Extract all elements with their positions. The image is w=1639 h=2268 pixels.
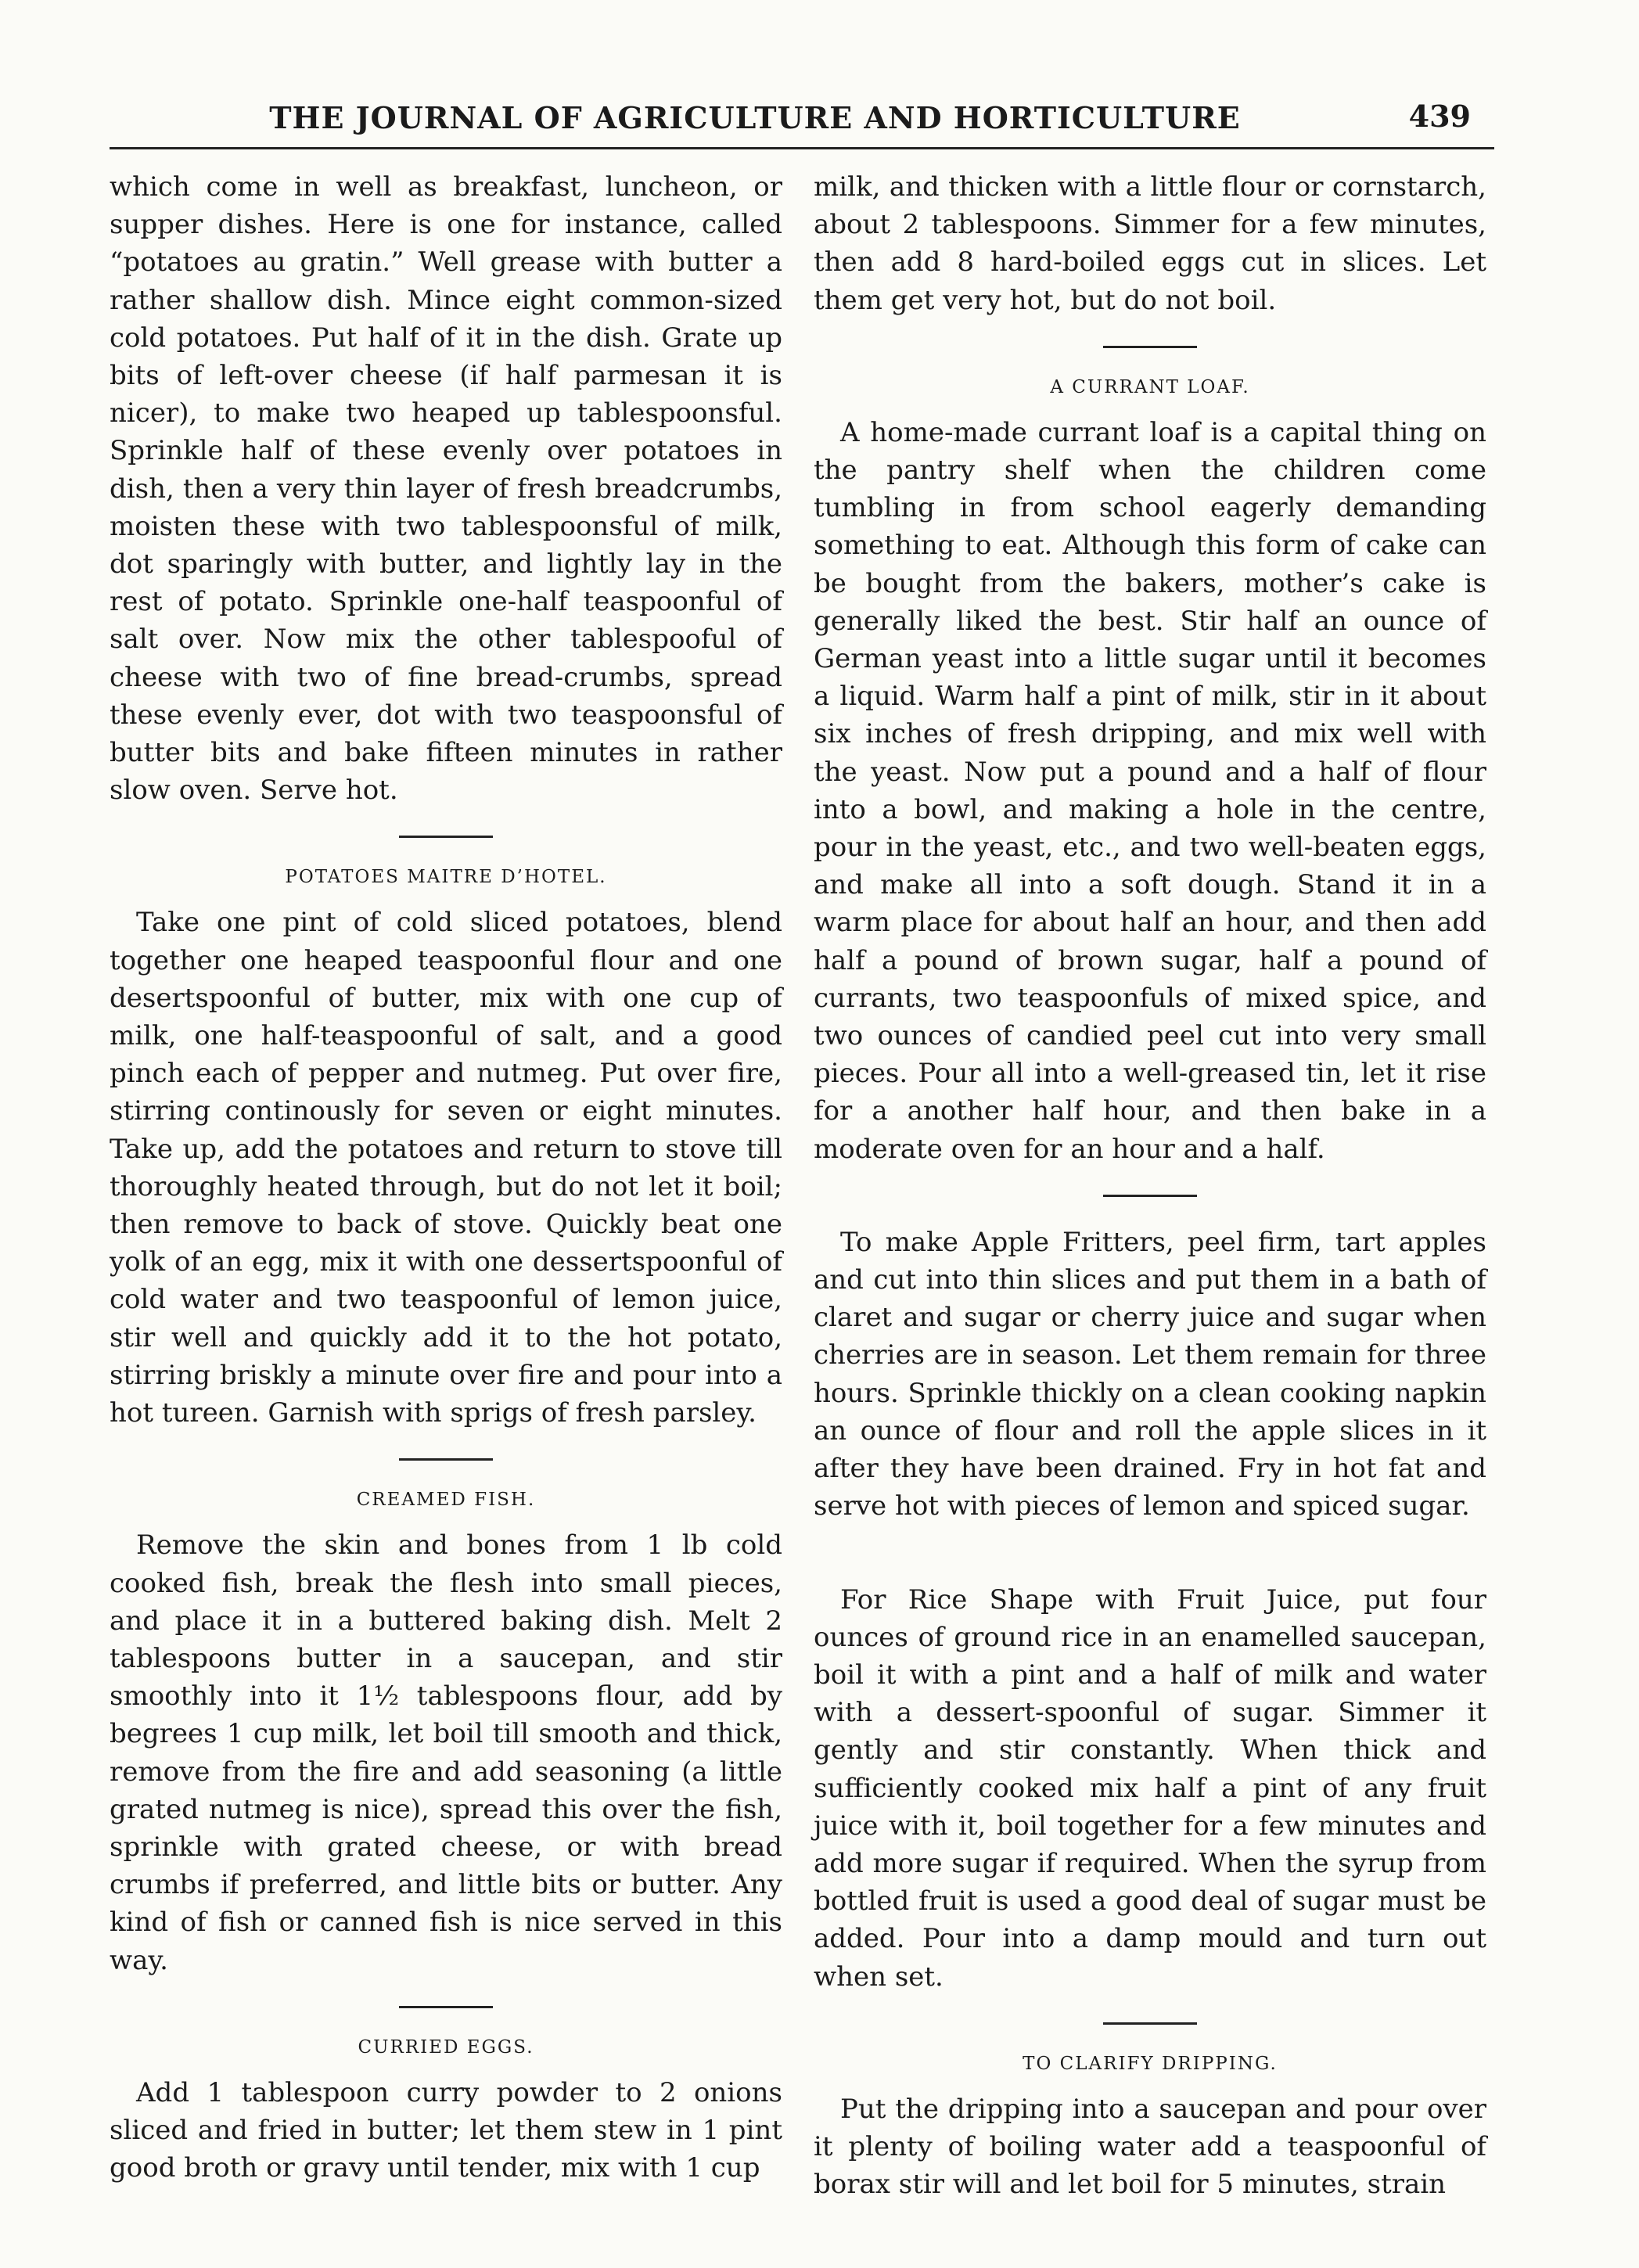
left-column [110,168,782,2187]
potatoes-maitre-text: Take one pint of cold sliced potatoes, blend together one heaped teaspoonful flour and one desertspoonful of butter, mix with one cup of milk, one half-teaspoonful of salt, and a good pinch each of pepper and nutmeg. Put over fire, stirring continously for seven or eight minutes. Take up, add the potatoes and return to stove till thoroughly heated through, but do not let it boil; then remove to back of stove. Quickly beat one yolk of an egg, mix it with one dessertspoonful of cold water and two teaspoonful of lemon juice, stir well and quickly add it to the hot potato, stirring briskly a minute over fire and pour into a hot tureen. Garnish with sprigs of fresh parsley. [110,907,782,1429]
currant-loaf-heading: A CURRANT LOAF. [1050,376,1250,397]
clarify-dripping-heading: TO CLARIFY DRIPPING. [1023,2053,1278,2074]
creamed-fish-heading: CREAMED FISH. [356,1490,536,1511]
right-column [814,168,1486,2203]
curried-eggs-heading: CURRIED EGGS. [358,2036,534,2058]
section-divider [1103,1552,1197,1555]
potatoes-au-gratin-text: which come in well as breakfast, luncheon, or supper dishes. Here is one for instance, called “potatoes au gratin.” Well grease with butter a rather shallow dish. Mince eight common-sized cold potatoes. Put half of it in the dish. Grate up bits of left-over cheese (if half parmesan it is nicer), to make two heaped up tablespoonsful. Sprinkle half of these evenly over potatoes in dish, then a very thin layer of fresh breadcrumbs, moisten these with two tablespoonsful of milk, dot sparingly with butter, and lightly lay in the rest of potato. Sprinkle one-half teaspoonful of salt over. Now mix the other tablespooful of cheese with two of fine bread-crumbs, spread these evenly ever, dot with two teaspoonsful of butter bits and bake fifteen minutes in rather slow oven. Serve hot. [110,171,782,807]
running-header [110,94,1494,141]
potatoes-maitre-heading: POTATOES MAITRE D’HOTEL. [285,867,607,888]
rice-shape-text: For Rice Shape with Fruit Juice, put four ounces of ground rice in an enamelled saucepan, boil it with a pint and a half of milk and water with a dessert-spoonful of sugar. Simmer it gently and stir constantly. When thick and sufficiently cooked mix half a pint of any fruit juice with it, boil together for a few minutes and add more sugar if required. When the syrup from bottled fruit is used a good deal of sugar must be added. Pour into a damp mould and turn out when set. [814,1583,1486,1993]
header-rule [110,147,1494,149]
section-divider [399,2006,493,2008]
apple-fritters-text: To make Apple Fritters, peel firm, tart apples and cut into thin slices and put them in a bath of claret and sugar or cherry juice and sugar when cherries are in season. Let them remain for three hours. Sprinkle thickly on a clean cooking napkin an ounce of flour and roll the apple slices in it after they have been drained. Fry in hot fat and serve hot with pieces of lemon and spiced sugar. [814,1226,1486,1522]
currant-loaf-text: A home-made currant loaf is a capital thing on the pantry shelf when the children come tumbling in from school eagerly demanding something to eat. Although this form of cake can be bought from the bakers, mother’s cake is generally liked the best. Stir half an ounce of German yeast into a little sugar until it becomes a liquid. Warm half a pint of milk, stir in it about six inches of fresh dripping, and mix well with the yeast. Now put a pound and a half of flour into a bowl, and making a hole in the centre, pour in the yeast, etc., and two well-beaten eggs, and make all into a soft dough. Stand it in a warm place for about half an hour, and then add half a pound of brown sugar, half a pound of currants, two teaspoonfuls of mixed spice, and two ounces of candied peel cut into very small pieces. Pour all into a well-greased tin, let it rise for a another half hour, and then bake in a moderate oven for an hour and a half. [814,416,1486,1165]
section-divider [399,1458,493,1461]
section-divider [1103,1195,1197,1197]
page-number: 439 [1408,99,1471,134]
clarify-dripping-text: Put the dripping into a saucepan and pour over it plenty of boiling water add a teaspoonful of borax stir will and let boil for 5 minutes, strain [814,2093,1486,2201]
creamed-fish-text: Remove the skin and bones from 1 lb cold cooked fish, break the flesh into small pieces, and place it in a buttered baking dish. Melt 2 tablespoons butter in a saucepan, and stir smoothly into it 1½ tablespoons flour, add by begrees 1 cup milk, let boil till smooth and thick, remove from the fire and add seasoning (a little grated nutmeg is nice), spread this over the fish, sprinkle with grated cheese, or with bread crumbs if preferred, and little bits or butter. Any kind of fish or canned fish is nice served in this way. [110,1529,782,1976]
curried-eggs-continued: milk, and thicken with a little flour or cornstarch, about 2 tablespoons. Simmer for a few minutes, then add 8 hard-boiled eggs cut in slices. Let them get very hot, but do not boil. [814,171,1486,316]
section-divider [1103,2022,1197,2025]
curried-eggs-text: Add 1 tablespoon curry powder to 2 onions sliced and fried in butter; let them stew in 1 pint good broth or gravy until tender, mix with 1 cup [110,2076,782,2184]
journal-title: THE JOURNAL OF AGRICULTURE AND HORTICULTURE [269,100,1241,135]
section-divider [1103,346,1197,348]
section-divider [399,836,493,838]
